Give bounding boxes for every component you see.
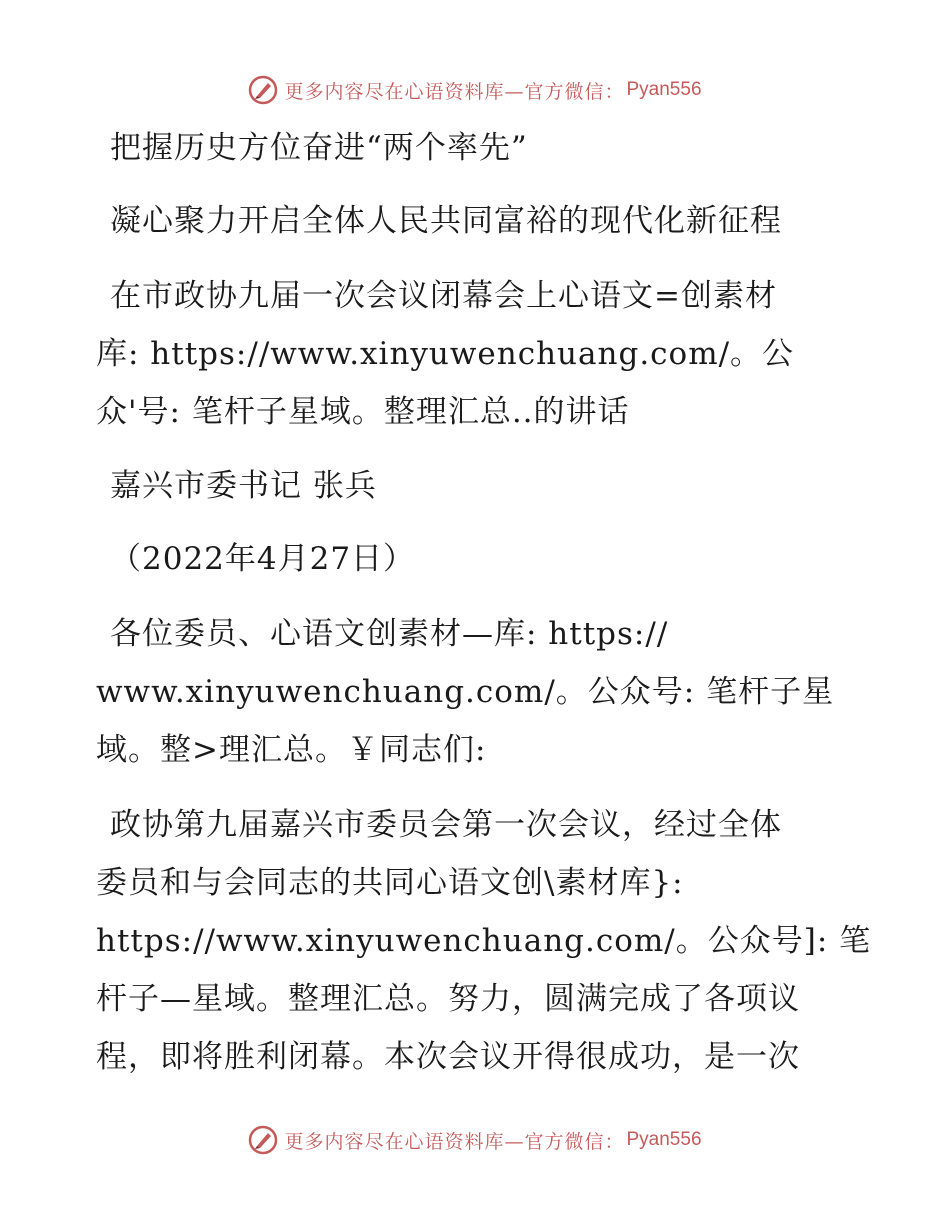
date-line: （2022年4月27日） — [110, 541, 416, 577]
paragraph-line-2: 委员和与会同志的共同心语文创\素材库}: — [96, 865, 684, 901]
occasion-line-3: 众'号: 笔杆子星域。整理汇总..的讲话 — [96, 394, 630, 430]
document-subtitle: 凝心聚力开启全体人民共同富裕的现代化新征程 — [110, 203, 782, 239]
salutation-line-3: 域。整>理汇总。￥同志们: — [96, 732, 487, 768]
paragraph-line-4: 杆子—星域。整理汇总。努力，圆满完成了各项议 — [96, 981, 800, 1017]
salutation-line-1: 各位委员、心语文创素材—库: https:// — [110, 616, 669, 652]
paragraph-line-5: 程，即将胜利闭幕。本次会议开得很成功，是一次 — [96, 1039, 800, 1075]
pen-logo-icon — [248, 75, 278, 105]
watermark-text: 更多内容尽在心语资料库—官方微信： — [284, 1130, 625, 1153]
watermark-wechat-id: Pyan556 — [626, 79, 702, 100]
salutation-line-2: www.xinyuwenchuang.com/。公众号: 笔杆子星 — [96, 674, 835, 710]
occasion-line-2: 库: https://www.xinyuwenchuang.com/。公 — [96, 336, 795, 372]
occasion-line-1: 在市政协九届一次会议闭幕会上心语文=创素材 — [110, 278, 777, 314]
header-watermark — [0, 70, 950, 110]
speaker-line: 嘉兴市委书记 张兵 — [110, 468, 377, 504]
watermark-wechat-id: Pyan556 — [626, 1129, 702, 1150]
document-title: 把握历史方位奋进“两个率先” — [110, 130, 528, 166]
paragraph-line-1: 政协第九届嘉兴市委员会第一次会议，经过全体 — [110, 807, 782, 843]
footer-watermark — [0, 1120, 950, 1160]
paragraph-line-3: https://www.xinyuwenchuang.com/。公众号]: 笔 — [96, 923, 872, 959]
pen-logo-icon — [248, 1125, 278, 1155]
watermark-text: 更多内容尽在心语资料库—官方微信： — [284, 80, 625, 103]
